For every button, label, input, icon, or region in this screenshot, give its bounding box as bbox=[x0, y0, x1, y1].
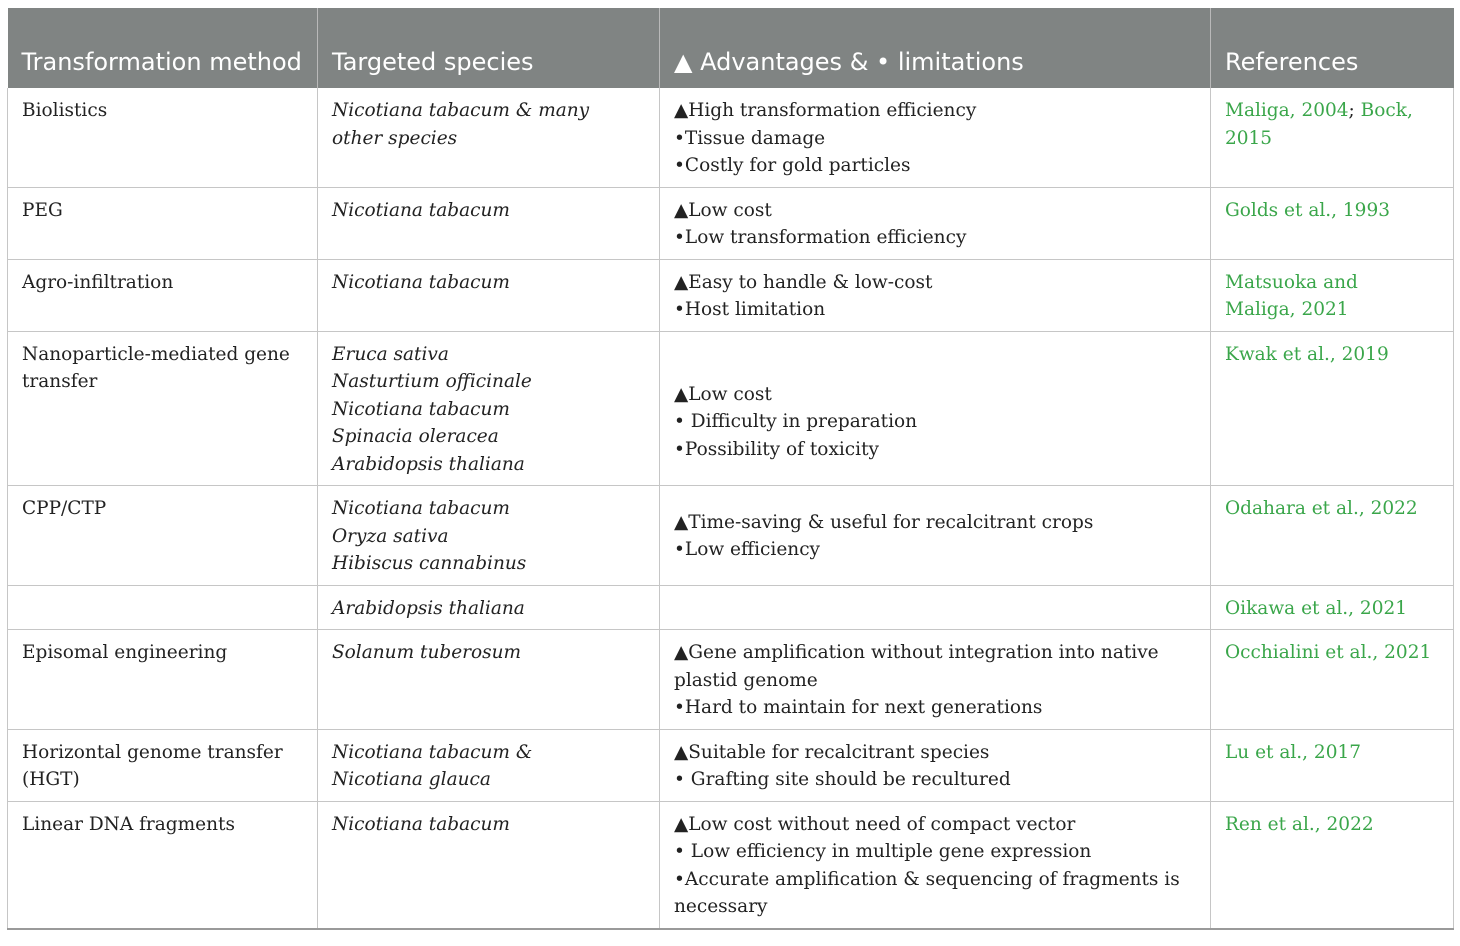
advantage-item: •Low transformation efficiency bbox=[674, 227, 967, 248]
advantage-item: • Difficulty in preparation bbox=[674, 411, 918, 432]
method-cell: Linear DNA fragments bbox=[8, 801, 318, 929]
references-cell bbox=[1211, 88, 1454, 187]
advantage-item: ▲Low cost without need of compact vector bbox=[674, 813, 1076, 835]
species-name: Oryza sativa bbox=[332, 525, 449, 547]
advantage-item: • Low efficiency in multiple gene expression bbox=[674, 841, 1092, 862]
species-name: Solanum tuberosum bbox=[332, 642, 522, 663]
species-cell bbox=[318, 729, 660, 801]
method-cell: PEG bbox=[8, 187, 318, 259]
method-cell: CPP/CTP bbox=[8, 486, 318, 586]
reference-link[interactable]: Ren et al., 2022 bbox=[1225, 813, 1374, 835]
species-name: Eruca sativa bbox=[332, 343, 449, 365]
table-row bbox=[8, 486, 1454, 586]
references-cell bbox=[1211, 486, 1454, 586]
species-name: Nicotiana tabacum & many bbox=[332, 100, 590, 121]
references-cell bbox=[1211, 630, 1454, 730]
advantage-item: ▲Easy to handle & low-cost bbox=[674, 271, 933, 293]
reference-link[interactable]: Golds et al., 1993 bbox=[1225, 199, 1390, 221]
reference-link[interactable]: Occhialini et al., 2021 bbox=[1225, 642, 1432, 663]
table-row bbox=[8, 630, 1454, 730]
reference-link[interactable]: Lu et al., 2017 bbox=[1225, 741, 1362, 763]
species-name: Nicotiana tabacum bbox=[332, 271, 510, 293]
reference-link[interactable]: Bock, 2015 bbox=[1225, 100, 1413, 149]
method-cell: Horizontal genome transfer (HGT) bbox=[8, 729, 318, 801]
species-cell bbox=[318, 630, 660, 730]
transformation-methods-table bbox=[7, 8, 1454, 930]
advantage-item: ▲High transformation efficiency bbox=[674, 100, 977, 121]
header-method: Transformation method bbox=[8, 8, 318, 88]
references-cell bbox=[1211, 801, 1454, 929]
method-cell: Nanoparticle-mediated gene transfer bbox=[8, 331, 318, 486]
advantage-item: •Low efficiency bbox=[674, 539, 821, 561]
reference-link[interactable]: Maliga, 2021 bbox=[1225, 299, 1349, 320]
references-cell bbox=[1211, 585, 1454, 630]
advantage-item: •Host limitation bbox=[674, 299, 826, 320]
table-row bbox=[8, 88, 1454, 187]
references-cell bbox=[1211, 331, 1454, 486]
species-name: Nicotiana tabacum bbox=[332, 813, 510, 835]
species-name: other species bbox=[332, 127, 458, 149]
reference-link[interactable]: Kwak et al., 2019 bbox=[1225, 343, 1389, 365]
species-cell bbox=[318, 259, 660, 331]
table-row bbox=[8, 801, 1454, 929]
advantage-item: •Possibility of toxicity bbox=[674, 438, 879, 460]
header-references: References bbox=[1211, 8, 1454, 88]
species-name: Spinacia oleracea bbox=[332, 426, 499, 447]
advantages-cell bbox=[660, 331, 1211, 486]
species-name: Nicotiana tabacum & bbox=[332, 741, 533, 763]
references-cell bbox=[1211, 729, 1454, 801]
species-name: Nicotiana glauca bbox=[332, 769, 491, 790]
advantages-cell bbox=[660, 801, 1211, 929]
method-cell: Agro-infiltration bbox=[8, 259, 318, 331]
references-cell bbox=[1211, 187, 1454, 259]
species-cell bbox=[318, 187, 660, 259]
reference-link[interactable]: Oikawa et al., 2021 bbox=[1225, 597, 1408, 619]
species-cell bbox=[318, 585, 660, 630]
advantages-cell bbox=[660, 630, 1211, 730]
species-name: Hibiscus cannabinus bbox=[332, 553, 527, 574]
advantage-item: ▲Low cost bbox=[674, 383, 772, 405]
header-advantages: ▲ Advantages & • limitations bbox=[660, 8, 1211, 88]
advantages-cell bbox=[660, 486, 1211, 586]
references-cell bbox=[1211, 259, 1454, 331]
table-row bbox=[8, 259, 1454, 331]
advantages-cell bbox=[660, 88, 1211, 187]
advantage-item: ▲Suitable for recalcitrant species bbox=[674, 741, 990, 763]
table-row bbox=[8, 331, 1454, 486]
method-cell bbox=[8, 585, 318, 630]
reference-link[interactable]: Matsuoka and bbox=[1225, 271, 1358, 293]
table-row bbox=[8, 729, 1454, 801]
species-cell bbox=[318, 801, 660, 929]
reference-separator: ; bbox=[1348, 100, 1355, 121]
species-name: Nicotiana tabacum bbox=[332, 498, 510, 519]
species-name: Nicotiana tabacum bbox=[332, 199, 510, 221]
advantages-cell bbox=[660, 187, 1211, 259]
table-header-row bbox=[8, 8, 1454, 88]
advantage-item: • Grafting site should be recultured bbox=[674, 769, 1011, 790]
advantage-item: •Costly for gold particles bbox=[674, 155, 911, 176]
advantage-item: •Hard to maintain for next generations bbox=[674, 697, 1043, 718]
advantage-item: ▲Low cost bbox=[674, 199, 772, 221]
method-cell: Episomal engineering bbox=[8, 630, 318, 730]
advantages-cell bbox=[660, 729, 1211, 801]
advantage-item: •Accurate amplification & sequencing of fragments is necessary bbox=[674, 868, 1180, 917]
species-name: Nicotiana tabacum bbox=[332, 398, 510, 420]
species-name: Nasturtium officinale bbox=[332, 371, 532, 392]
species-cell bbox=[318, 88, 660, 187]
advantages-cell bbox=[660, 585, 1211, 630]
method-cell: Biolistics bbox=[8, 88, 318, 187]
advantage-item: ▲Time-saving & useful for recalcitrant crops bbox=[674, 511, 1094, 533]
reference-link[interactable]: Odahara et al., 2022 bbox=[1225, 498, 1418, 519]
advantages-cell bbox=[660, 259, 1211, 331]
reference-link[interactable]: Maliga, 2004 bbox=[1225, 100, 1349, 121]
advantage-item: ▲Gene amplification without integration into native plastid genome bbox=[674, 642, 1159, 691]
table-row bbox=[8, 187, 1454, 259]
table-row bbox=[8, 585, 1454, 630]
species-cell bbox=[318, 331, 660, 486]
advantage-item: •Tissue damage bbox=[674, 127, 826, 149]
species-name: Arabidopsis thaliana bbox=[332, 597, 525, 619]
species-name: Arabidopsis thaliana bbox=[332, 453, 525, 475]
header-species: Targeted species bbox=[318, 8, 660, 88]
species-cell bbox=[318, 486, 660, 586]
